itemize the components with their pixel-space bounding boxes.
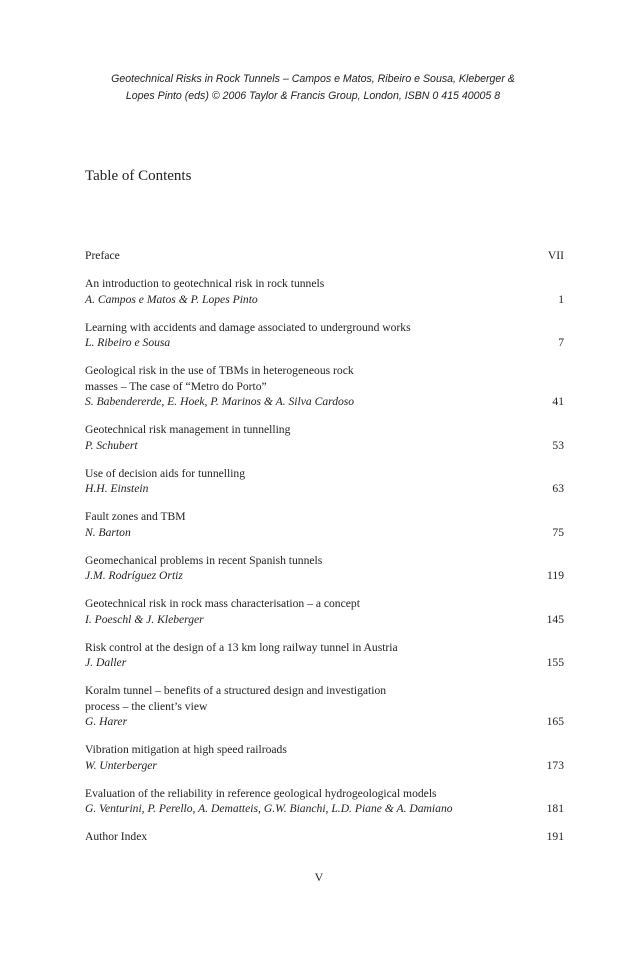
toc-entry[interactable] [85,683,566,730]
toc-entry-authors: G. Venturini, P. Perello, A. Dematteis, G.W. Bianchi, L.D. Piane & A. Damiano [85,802,453,815]
toc-entry-title-line: Vibration mitigation at high speed railroads [85,743,287,756]
toc-entry-title [85,466,566,482]
toc-entry[interactable] [85,640,566,671]
toc-entry[interactable] [85,553,566,584]
toc-entry[interactable] [85,509,566,540]
toc-entry-page: 1 [558,292,564,306]
toc-entry[interactable] [85,742,566,773]
toc-entry-title [85,742,566,758]
toc-entry[interactable] [85,276,566,307]
toc-entry-page: 165 [546,715,564,728]
toc-entry-title [85,640,566,656]
toc-entry-title [85,553,566,569]
toc-entry-title-line: Geological risk in the use of TBMs in heterogeneous rock [85,364,354,377]
toc-entry-title-line: Koralm tunnel – benefits of a structured design and investigation [85,684,387,697]
toc-entry-title-line: Geotechnical risk in rock mass characterisation – a concept [85,597,360,610]
toc-entry-authors: G. Harer [85,715,128,728]
page-number: V [314,870,324,884]
toc-entry-title [85,276,566,292]
toc-entry-page: 181 [546,802,564,815]
toc-entry[interactable] [85,320,566,351]
toc-entry-title [85,596,566,612]
toc-entry-title [85,363,566,394]
header-line-2: Lopes Pinto (eds) © 2006 Taylor & Francis Group, London, ISBN 0 415 40005 8 [125,90,501,102]
toc-entry[interactable] [85,786,566,817]
toc-entry-authors: W. Unterberger [85,758,157,772]
toc-entry-title [85,786,566,802]
toc-entry-title-line: An introduction to geotechnical risk in rock tunnels [85,277,325,290]
toc-entry-title [85,320,566,336]
toc-entry-page: 145 [546,612,564,626]
toc-entry-title-line: masses – The case of “Metro do Porto” [85,379,267,393]
toc-entry-title [85,509,566,525]
toc-entry-title-line: Learning with accidents and damage associated to underground works [85,320,411,334]
toc-entry-page: VII [547,249,564,262]
toc-entry[interactable] [85,829,566,845]
toc-entry-page: 191 [546,830,564,843]
toc-entry-page: 63 [552,482,564,495]
toc-entry-authors: J.M. Rodríguez Ortiz [85,569,183,582]
toc-entry-page: 7 [558,336,564,349]
toc-entry-title-line: process – the client’s view [85,699,208,713]
toc-entry[interactable] [85,596,566,627]
toc-entry-authors: L. Ribeiro e Sousa [85,336,171,349]
toc-entry[interactable] [85,363,566,410]
toc-entry-page: 173 [546,758,564,772]
toc-entry-title [85,422,566,438]
running-header [60,71,566,105]
toc-entry-title-line: Author Index [85,830,148,843]
toc-entry-title-line: Geotechnical risk management in tunnelling [85,423,291,436]
toc-entry-authors: P. Schubert [85,438,138,452]
toc-entry-page: 75 [552,525,564,539]
toc-entry-authors: J. Daller [85,656,127,669]
toc-entry[interactable] [85,466,566,497]
toc-entry-page: 155 [546,656,564,669]
toc-entry-title-line: Fault zones and TBM [85,510,186,523]
toc-entry-page: 41 [552,395,564,408]
toc-entry-authors: S. Babendererde, E. Hoek, P. Marinos & A. Silva Cardoso [85,395,355,408]
header-line-1: Geotechnical Risks in Rock Tunnels – Campos e Matos, Ribeiro e Sousa, Kleberger & [111,73,515,85]
toc-entry-title [85,248,566,264]
toc-entry-authors: I. Poeschl & J. Kleberger [85,612,204,626]
toc-entry-authors: H.H. Einstein [85,482,149,495]
toc-entry-title-line: Geomechanical problems in recent Spanish tunnels [85,553,323,567]
toc-entry[interactable] [85,248,566,264]
toc-entry-title-line: Use of decision aids for tunnelling [85,466,246,480]
toc-entry-title-line: Preface [85,249,120,262]
toc-entry-title-line: Risk control at the design of a 13 km long railway tunnel in Austria [85,640,398,654]
toc-entry-authors: N. Barton [85,525,131,539]
table-of-contents [85,248,566,857]
toc-entry-title [85,683,566,714]
toc-entry[interactable] [85,422,566,453]
toc-entry-title [85,829,566,845]
toc-entry-authors: A. Campos e Matos & P. Lopes Pinto [85,292,258,306]
page-title: Table of Contents [85,168,192,184]
toc-entry-title-line: Evaluation of the reliability in reference geological hydrogeological models [85,786,437,800]
toc-entry-page: 53 [552,438,564,452]
toc-entry-page: 119 [547,569,564,582]
